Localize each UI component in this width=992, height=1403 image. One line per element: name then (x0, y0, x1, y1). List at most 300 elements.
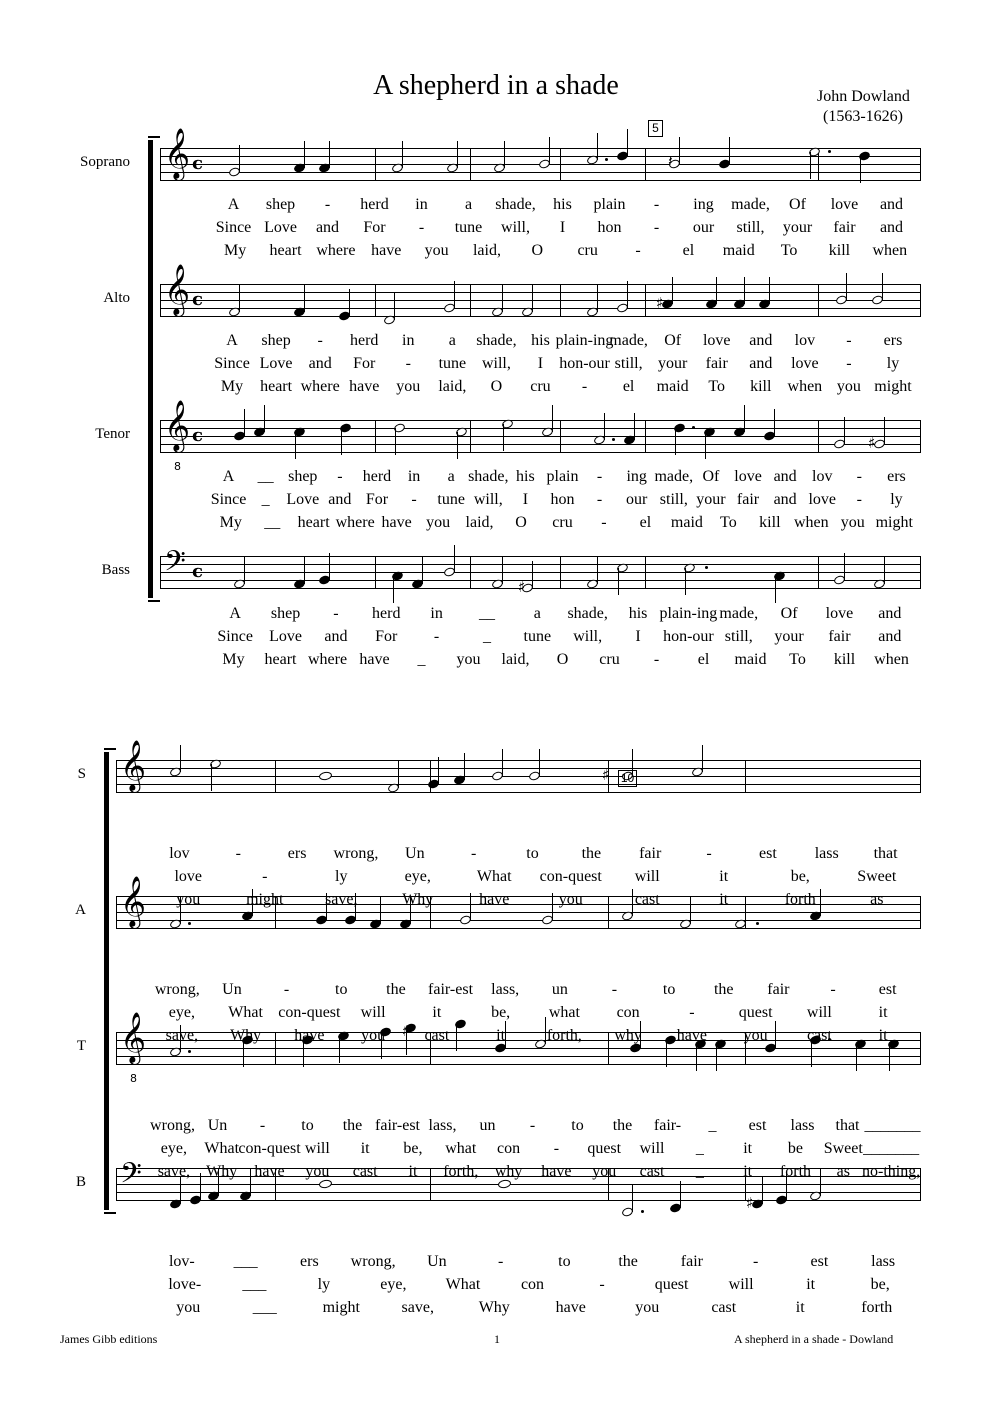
lyric-syllable: you (361, 1027, 386, 1044)
barline-end (920, 148, 921, 181)
note-stem (716, 1044, 717, 1071)
system1-lyrics-soprano-line-3 (0, 242, 992, 262)
note-stem (457, 432, 458, 459)
voice-abbrev-b: B (75, 1174, 86, 1190)
lyric-syllable: Un (207, 1117, 228, 1134)
lyric-syllable: - (405, 355, 411, 372)
lyric-syllable: cast (806, 1027, 832, 1044)
lyric-syllable: - (611, 981, 618, 998)
note-stem (604, 413, 605, 440)
lyric-syllable: - (653, 651, 660, 668)
lyric-syllable: ___ (252, 1299, 277, 1316)
lyric-syllable: ers (287, 845, 307, 862)
lyric-syllable: plain (593, 196, 626, 213)
staff-line (116, 1064, 920, 1065)
dot (605, 158, 608, 161)
lyric-syllable: his (628, 605, 648, 622)
lyric-syllable: ers (887, 468, 906, 485)
staff-line (116, 928, 920, 929)
time-signature: c (192, 289, 203, 310)
lyric-syllable: - (846, 332, 852, 349)
lyric-syllable: quest (587, 1140, 622, 1157)
lyric-syllable: herd (350, 332, 379, 349)
dot (756, 922, 759, 925)
lyric-syllable: - (333, 605, 339, 622)
lyric-syllable: and (315, 219, 340, 236)
lyric-syllable: cast (634, 891, 660, 908)
lyric-syllable: Un (405, 845, 425, 862)
lyric-syllable: - (830, 981, 836, 998)
lyric-syllable: Love (264, 219, 297, 236)
lyric-syllable: forth (779, 1163, 812, 1180)
lyric-syllable: love (808, 491, 837, 508)
lyric-syllable: _ (417, 651, 426, 668)
note-stem (705, 432, 706, 459)
note-stem (618, 568, 619, 595)
lyric-syllable: kill (759, 514, 781, 531)
lyric-syllable: that (835, 1117, 860, 1134)
lyric-syllable: to (558, 1253, 571, 1270)
voice-name-soprano: Soprano (80, 154, 130, 170)
system1-lyrics-soprano-line-1 (0, 196, 992, 216)
lyric-syllable: will, (573, 628, 603, 645)
note-stem (304, 557, 305, 584)
staff-line (160, 292, 920, 293)
lyric-syllable: Sweet (823, 1140, 863, 1157)
staff-line (160, 308, 920, 309)
lyric-syllable: kill (828, 242, 851, 259)
barline (645, 148, 646, 181)
dot (641, 1210, 644, 1213)
lyric-syllable: have (676, 1027, 707, 1044)
lyric-syllable: still, (659, 491, 688, 508)
lyric-syllable: - (596, 468, 603, 485)
note-stem (395, 428, 396, 455)
lyric-syllable: you (456, 651, 481, 668)
staff-line (160, 156, 920, 157)
lyric-syllable: - (856, 468, 862, 485)
treble-clef-icon: 𝄞 (120, 740, 147, 791)
staff-line (116, 1056, 920, 1057)
lyric-syllable: forth, (443, 1163, 479, 1180)
lyric-syllable: will, (481, 355, 511, 372)
note-stem (454, 545, 455, 572)
note-stem (889, 1044, 890, 1071)
system2-lyrics-tenor-line-2 (0, 1140, 992, 1160)
lyric-syllable: will, (501, 219, 530, 236)
barline (470, 556, 471, 589)
lyric-syllable: kill (833, 651, 856, 668)
lyric-syllable: when (787, 378, 823, 395)
lyric-syllable: - (581, 378, 588, 395)
lyric-syllable: laid, (465, 514, 494, 531)
lyric-syllable: - (653, 196, 660, 213)
lyric-syllable: where (316, 242, 356, 259)
lyric-syllable: Why (230, 1027, 262, 1044)
lyric-syllable: - (706, 845, 712, 862)
note-stem (634, 413, 635, 440)
lyric-syllable: shep (288, 468, 318, 485)
lyric-syllable: and (773, 468, 797, 485)
lyric-syllable: - (653, 219, 660, 236)
lyric-syllable: shade, (495, 196, 536, 213)
lyric-syllable: shep (270, 605, 301, 622)
lyric-syllable: save, (157, 1163, 191, 1180)
lyric-syllable: have (349, 378, 380, 395)
note-stem (856, 1044, 857, 1071)
lyric-syllable: ly (335, 868, 348, 885)
staff-line (160, 284, 920, 285)
lyric-syllable: it (795, 1299, 805, 1316)
note-stem (672, 277, 673, 304)
bass-clef-icon: 𝄢 (164, 545, 186, 585)
lyric-syllable: lass (790, 1117, 815, 1134)
lyric-syllable: un (479, 1117, 496, 1134)
lyric-syllable: made, (609, 332, 648, 349)
lyric-syllable: your (657, 355, 688, 372)
time-signature: c (192, 561, 203, 582)
lyric-syllable: For (375, 628, 398, 645)
lyric-syllable: you (635, 1299, 660, 1316)
lyric-syllable: the (581, 845, 602, 862)
lyric-syllable: maid (670, 514, 703, 531)
lyric-syllable: when (874, 651, 909, 668)
lyric-syllable: cru (577, 242, 598, 259)
lyric-syllable: have (359, 651, 390, 668)
lyric-syllable: it (360, 1140, 370, 1157)
barline (470, 420, 471, 453)
lyric-syllable: you (592, 1163, 617, 1180)
lyric-syllable: as (836, 1163, 850, 1180)
sharp-icon: ♯ (868, 434, 876, 452)
barline (375, 284, 376, 317)
lyric-syllable: O (515, 514, 527, 531)
lyric-syllable: My (219, 514, 242, 531)
lyric-syllable: save, (165, 1027, 199, 1044)
lyric-syllable: el (697, 651, 710, 668)
barline (818, 556, 819, 589)
lyric-syllable: be, (870, 1276, 890, 1293)
note-stem (457, 141, 458, 168)
lyric-syllable: Un (222, 981, 242, 998)
lyric-syllable: tune (438, 355, 467, 372)
lyric-syllable: have (479, 891, 510, 908)
lyric-syllable: our (692, 219, 715, 236)
note-stem (549, 137, 550, 164)
note-head (318, 771, 332, 781)
lyric-syllable: el (682, 242, 695, 259)
lyric-syllable: where (335, 514, 375, 531)
system2-lyrics-alto-line-1 (0, 981, 992, 1001)
staff-line (160, 556, 920, 557)
lyric-syllable: - (317, 332, 323, 349)
time-signature: c (192, 153, 203, 174)
rehearsal-mark-10: 10 (618, 770, 637, 787)
lyric-syllable: - (324, 196, 331, 213)
lyric-syllable: ing (626, 468, 647, 485)
lyric-syllable: you (396, 378, 421, 395)
lyric-syllable: For (363, 219, 386, 236)
octave-8-icon: 8 (130, 1072, 137, 1085)
lyric-syllable: kill (750, 378, 772, 395)
lyric-syllable: - (529, 1117, 536, 1134)
system1-lyrics-tenor-line-1 (0, 468, 992, 488)
note-stem (402, 141, 403, 168)
dot (828, 150, 831, 153)
lyric-syllable: fair (705, 355, 728, 372)
lyric-syllable: plain-ing (659, 605, 718, 622)
note-stem (860, 156, 861, 183)
lyric-syllable: _ (261, 491, 270, 508)
lyric-syllable: made, (654, 468, 694, 485)
staff-line (116, 760, 920, 761)
lyric-syllable: - (418, 219, 425, 236)
note-stem (884, 417, 885, 444)
note-stem (685, 568, 686, 595)
note-stem (341, 428, 342, 455)
lyric-syllable: it (432, 1004, 442, 1021)
lyric-syllable: made, (731, 196, 770, 213)
note-stem (422, 557, 423, 584)
lyric-syllable: fair (680, 1253, 703, 1270)
lyric-syllable: Of (780, 605, 798, 622)
lyric-syllable: To (789, 651, 806, 668)
rehearsal-mark-5: 5 (648, 120, 663, 137)
lyric-syllable: love (791, 355, 819, 372)
lyric-syllable: where (300, 378, 340, 395)
system2-lyrics-bass-line-1 (0, 1253, 992, 1273)
voice-abbrev-a: A (75, 902, 86, 918)
voice-abbrev-t: T (76, 1038, 86, 1054)
note-stem (627, 129, 628, 156)
note-stem (502, 557, 503, 584)
staff-line (160, 172, 920, 173)
system2-lyrics-bass-line-3 (0, 1299, 992, 1319)
lyric-syllable: it (878, 1027, 888, 1044)
treble-clef-icon: 𝄞 (164, 400, 191, 451)
lyric-syllable: con (520, 1276, 545, 1293)
lyric-syllable: I (635, 628, 641, 645)
lyric-syllable: fair- (653, 1117, 682, 1134)
lyric-syllable: wrong, (333, 845, 379, 862)
page-title: A shepherd in a shade (373, 70, 619, 101)
barline (560, 556, 561, 589)
lyric-syllable: lov (169, 845, 190, 862)
staff-line (160, 564, 920, 565)
lyric-syllable: love (702, 332, 731, 349)
lyric-syllable: laid, (472, 242, 501, 259)
staff-line (116, 1200, 920, 1201)
lyric-syllable: to (335, 981, 348, 998)
lyric-syllable: hon (597, 219, 622, 236)
staff-start-line (160, 284, 161, 317)
lyric-syllable: Since (210, 491, 247, 508)
lyric-syllable: ___ (233, 1253, 258, 1270)
lyric-syllable: our (626, 491, 648, 508)
lyric-syllable: heart (260, 378, 293, 395)
lyric-syllable: Since (215, 219, 252, 236)
lyric-syllable: What (204, 1140, 240, 1157)
lyric-syllable: a (533, 605, 541, 622)
note-stem (532, 561, 533, 588)
lyric-syllable: you (424, 242, 449, 259)
lyric-syllable: have (371, 242, 402, 259)
lyric-syllable: - (689, 1004, 695, 1021)
lyric-syllable: Since (217, 628, 253, 645)
lyric-syllable: it (719, 868, 729, 885)
lyric-syllable: will (728, 1276, 754, 1293)
staff-bass (160, 545, 920, 596)
lyric-syllable: maid (722, 242, 755, 259)
lyric-syllable: save, (325, 891, 358, 908)
lyric-syllable: ing (693, 196, 714, 213)
lyric-syllable: wrong, (350, 1253, 396, 1270)
lyric-syllable: ly (317, 1276, 331, 1293)
lyric-syllable: What (228, 1004, 263, 1021)
staff-line (160, 452, 920, 453)
lyric-syllable: in (402, 332, 415, 349)
note-stem (393, 576, 394, 603)
lyric-syllable: - (337, 468, 343, 485)
note-stem (398, 761, 399, 788)
system1-lyrics-tenor-line-3 (0, 514, 992, 534)
lyric-syllable: un (551, 981, 568, 998)
note-stem (696, 1044, 697, 1071)
lyric-syllable: Of (789, 196, 806, 213)
note-stem (239, 145, 240, 172)
lyric-syllable: el (639, 514, 652, 531)
lyric-syllable: eye, (168, 1004, 195, 1021)
staff-line (160, 572, 920, 573)
lyric-syllable: why (614, 1027, 642, 1044)
lyric-syllable: cast (639, 1163, 665, 1180)
lyric-syllable: a (464, 196, 473, 213)
footer-page-number: 1 (494, 1332, 500, 1346)
lyric-syllable: you (176, 891, 201, 908)
note-stem (775, 576, 776, 603)
staff-line (116, 792, 920, 793)
note-stem (295, 432, 296, 459)
note-stem (304, 285, 305, 312)
lyric-syllable: will (634, 868, 660, 885)
lyric-syllable: hon (550, 491, 575, 508)
staff-alto (160, 264, 920, 318)
lyric-syllable: lass (871, 1253, 896, 1270)
lyric-syllable: _______ (863, 1140, 920, 1157)
system2-lyrics-tenor-line-3 (0, 1163, 992, 1183)
lyric-syllable: will (304, 1140, 330, 1157)
lyric-syllable: it (878, 1004, 888, 1021)
staff-soprano (160, 128, 920, 182)
lyric-syllable: Why (402, 891, 434, 908)
lyric-syllable: I (559, 219, 566, 236)
lyric-syllable: _______ (864, 1117, 921, 1134)
bracket-top (148, 136, 160, 142)
lyric-syllable: Of (702, 468, 720, 485)
lyric-syllable: still, (724, 628, 753, 645)
footer-left: James Gibb editions (60, 1332, 158, 1346)
system2-lyrics-alto-line-2 (0, 1004, 992, 1024)
barline (560, 284, 561, 317)
staff-line (160, 588, 920, 589)
lyric-syllable: ly (890, 491, 903, 508)
lyric-syllable: be, (491, 1004, 511, 1021)
system1-lyrics-bass-line-1 (0, 605, 992, 625)
note-stem (597, 133, 598, 160)
lyric-syllable: what (445, 1140, 477, 1157)
lyric-syllable: heart (297, 514, 330, 531)
lyric-syllable: tune (523, 628, 552, 645)
lyric-syllable: and (328, 491, 352, 508)
lyric-syllable: ly (886, 355, 900, 372)
note-stem (304, 141, 305, 168)
lyric-syllable: __ (264, 514, 281, 531)
barline-end (920, 760, 921, 793)
lyric-syllable: will, (473, 491, 503, 508)
dot (692, 426, 695, 429)
staff-line (116, 1048, 920, 1049)
lyric-syllable: love (174, 868, 203, 885)
note-stem (597, 285, 598, 312)
lyric-syllable: Why (206, 1163, 238, 1180)
lyric-syllable: fair-est (375, 1117, 420, 1134)
note-stem (211, 764, 212, 791)
barline-end (920, 420, 921, 453)
lyric-syllable: be, (403, 1140, 423, 1157)
barline-end (920, 284, 921, 317)
staff-start-line (160, 420, 161, 453)
lyric-syllable: cast (711, 1299, 737, 1316)
lyric-syllable: still, (736, 219, 765, 236)
note-stem (702, 745, 703, 772)
note-stem (552, 405, 553, 432)
lyric-syllable: est (878, 981, 897, 998)
footer-right: A shepherd in a shade - Dowland (734, 1332, 894, 1346)
staff-start-line (116, 760, 117, 793)
lyric-syllable: might (322, 1299, 360, 1316)
lyric-syllable: to (526, 845, 539, 862)
note-stem (675, 428, 676, 455)
lyric-syllable: and (879, 196, 904, 213)
lyric-syllable: forth (784, 891, 816, 908)
lyric-syllable: to (662, 981, 676, 998)
lyric-syllable: __ (257, 468, 274, 485)
system1-lyrics-bass-line-2 (0, 628, 992, 648)
lyric-syllable: What (445, 1276, 481, 1293)
note-stem (502, 285, 503, 312)
lyric-syllable: - (846, 355, 852, 372)
staff-line (116, 920, 920, 921)
system1-lyrics-soprano-line-2 (0, 219, 992, 239)
staff-line (160, 428, 920, 429)
barline (560, 420, 561, 453)
system2-lyrics-alto-line-3 (0, 1027, 992, 1047)
lyric-syllable: eye, (380, 1276, 407, 1293)
lyric-syllable: and (324, 628, 348, 645)
lyric-syllable: - (596, 491, 603, 508)
lyric-syllable: his (531, 332, 550, 349)
lyric-syllable: - (752, 1253, 759, 1270)
lyric-syllable: I (537, 355, 544, 372)
lyric-syllable: to (571, 1117, 584, 1134)
lyric-syllable: the (342, 1117, 363, 1134)
note-stem (464, 753, 465, 780)
lyric-syllable: have (294, 1027, 325, 1044)
lyric-syllable: your (782, 219, 813, 236)
note-stem (846, 273, 847, 300)
lyric-syllable: A (229, 605, 241, 622)
lyric-syllable: and (878, 628, 902, 645)
